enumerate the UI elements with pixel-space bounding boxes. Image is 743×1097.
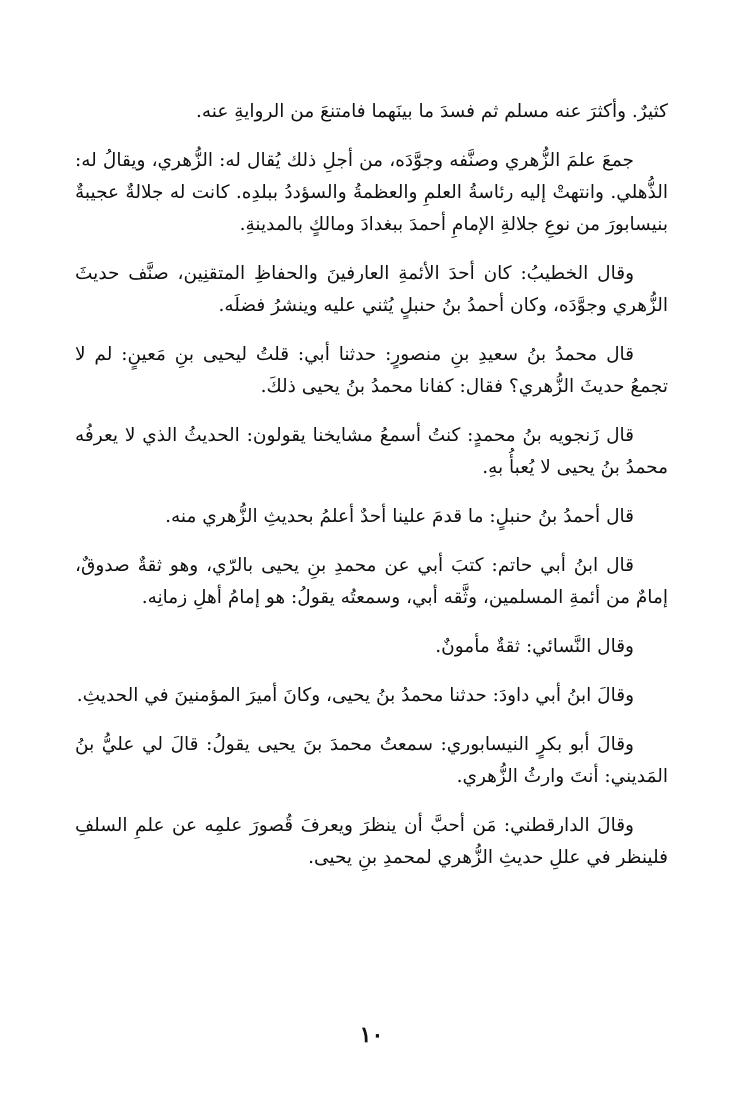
paragraph: قال ابنُ أبي حاتم: كتبَ أبي عن محمدِ بنِ يحيى بالرّي، وهو ثقةٌ صدوقٌ، إمامٌ من أئمةِ المسلمين، وثَّقه أبي، وسمعتُه يقولُ: هو إمامُ أهلِ زمانِه. [75, 555, 668, 608]
page-body [75, 96, 668, 891]
paragraph: وقال النَّسائي: ثقةٌ مأمونٌ. [435, 636, 634, 657]
paragraph: قال محمدُ بنُ سعيدِ بنِ منصورٍ: حدثنا أبي: قلتُ ليحيى بنِ مَعينٍ: لم لا تجمعُ حديثَ الزُّهري؟ فقال: كفانا محمدُ بنُ يحيى ذلكَ. [75, 344, 668, 397]
paragraph: وقالَ الدارقطني: مَن أحبَّ أن ينظرَ ويعرفَ قُصورَ علمِه عن علمِ السلفِ فلينظر في عللِ حديثِ الزُّهري لمحمدِ بنِ يحيى. [75, 815, 668, 868]
paragraph: وقال الخطيبُ: كان أحدَ الأئمةِ العارفينَ والحفاظِ المتقنِين، صنَّف حديثَ الزُّهري وجوَّدَه، وكان أحمدُ بنُ حنبلٍ يُثني عليه وينشرُ فضلَه. [75, 263, 668, 316]
paragraph: قال أحمدُ بنُ حنبلٍ: ما قدمَ علينا أحدٌ أعلمُ بحديثِ الزُّهري منه. [165, 506, 634, 527]
paragraph: كثيرٌ. وأكثرَ عنه مسلم ثم فسدَ ما بينَهما فامتنعَ من الروايةِ عنه. [196, 101, 668, 122]
paragraph: وقالَ أبو بكرٍ النيسابوري: سمعتُ محمدَ بنَ يحيى يقولُ: قالَ لي عليُّ بنُ المَديني: أنتَ وارثُ الزُّهري. [75, 734, 668, 787]
paragraph: قال زَنجويه بنُ محمدٍ: كنتُ أسمعُ مشايخنا يقولون: الحديثُ الذي لا يعرفُه محمدُ بنُ يحيى لا يُعبأُ بهِ. [75, 425, 668, 478]
paragraph: وقالَ ابنُ أبي داودَ: حدثنا محمدُ بنُ يحيى، وكانَ أميرَ المؤمنينَ في الحديثِ. [76, 685, 634, 706]
paragraph: جمعَ علمَ الزُّهري وصنَّفه وجوَّدَه، من أجلِ ذلك يُقال له: الزُّهري، ويقالُ له: الذُّهلي. وانتهتْ إليه رئاسةُ العلمِ والعظمةُ والسؤددُ ببلدِه. كانت له جلالةٌ عجيبةٌ بنيسابورَ من نوعِ جلالةِ الإمامِ أحمدَ ببغدادَ ومالكٍ بالمدينةِ. [75, 150, 668, 235]
page-number: ١٠ [359, 1022, 384, 1048]
